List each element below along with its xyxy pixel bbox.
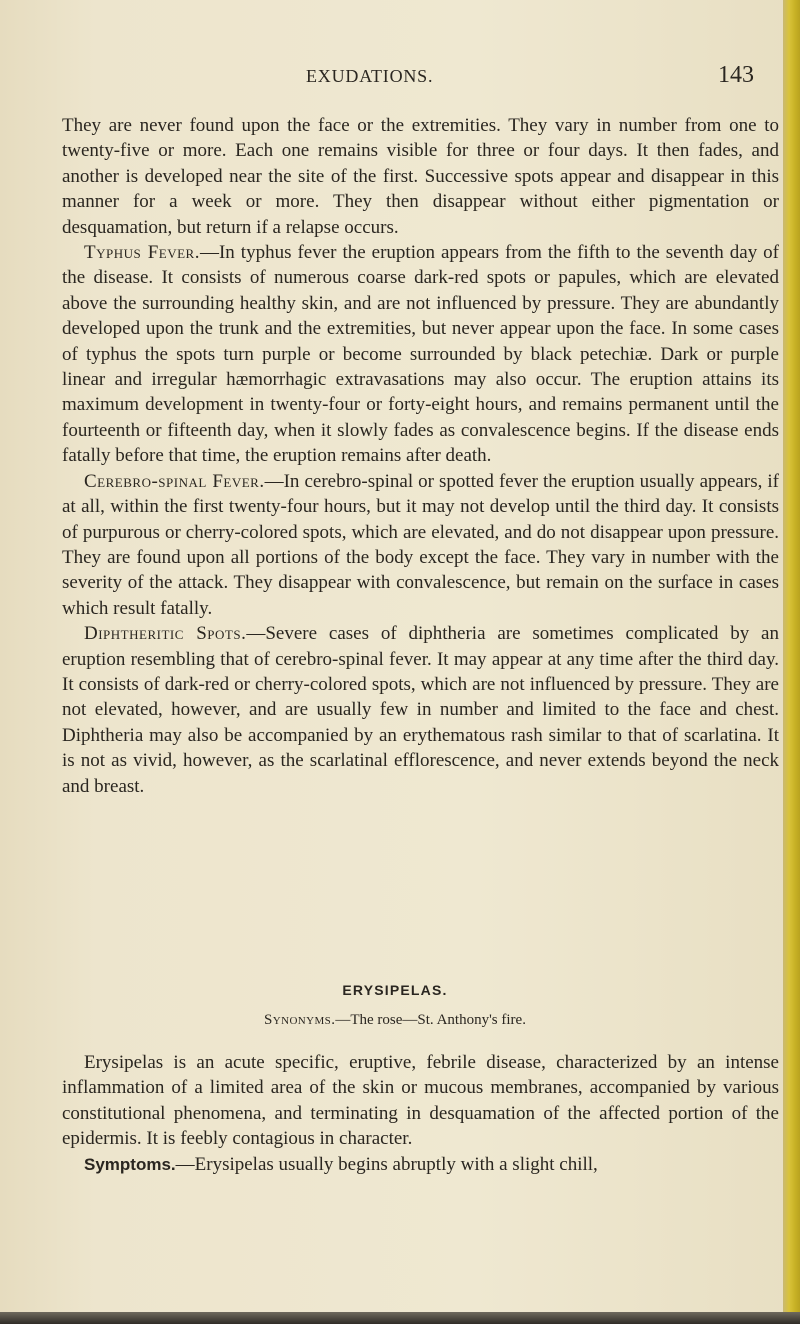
run-in-heading-cerebro-spinal-fever: Cerebro-spinal Fever. [84,470,265,492]
scan-bottom-edge [0,1312,800,1324]
paragraph-cerebro-spinal-fever [62,469,779,621]
paragraph-text: —Severe cases of diphtheria are sometimes complicated by an eruption resembling that of cerebro-spinal fever. It may appear at any time after the third day. It consists of dark-red or cherry-colored spots, which are not influenced by pressure. They are not elevated, however, and are usually few in number and limited to the face and chest. Diphtheria may also be accompanied by an erythematous rash similar to that of scarlatina. It is not as vivid, however, as the scarlatinal efflorescence, and never extends beyond the neck and breast. [62,623,779,797]
exudations-body [62,113,779,799]
paragraph-erysipelas-symptoms [62,1152,779,1177]
symptoms-text: —Erysipelas usually begins abruptly with a slight chill, [175,1153,598,1175]
erysipelas-body [62,1050,779,1177]
paragraph-text: —In typhus fever the eruption appears from the fifth to the seventh day of the disease. It consists of numerous coarse dark-red spots or papules, which are elevated above the surrounding healthy skin, and are not influenced by pressure. They are abundantly developed upon the trunk and the extremities, but never appear upon the face. In some cases of typhus the spots turn purple or become surrounded by black petechiæ. Dark or purple linear and irregular hæmorrhagic extravasations may also occur. The eruption attains its maximum development in twenty-four or forty-eight hours, and remains permanent until the fourteenth or fifteenth day, when it slowly fades as convalescence begins. If the disease ends fatally before that time, the eruption remains after death. [62,242,779,467]
paragraph-text: They are never found upon the face or the extremities. They vary in number from one to twenty-five or more. Each one remains visible for three or four days. It then fades, and another is developed near the site of the first. Successive spots appear and disappear in this manner for a week or more. They then disappear without either pigmentation or desquamation, but return if a relapse occurs. [62,115,779,238]
running-title: EXUDATIONS. [306,66,434,86]
run-in-heading-typhus-fever: Typhus Fever. [84,242,200,264]
paragraph-text: —In cerebro-spinal or spotted fever the eruption usually appears, if at all, within the first twenty-four hours, but it may not develop until the third day. It consists of purpurous or cherry-colored spots, which are elevated, and do not disappear upon pressure. They are found upon all portions of the body except the face. They vary in number with the severity of the attack. They disappear with convalescence, but remain on the surface in cases which result fatally. [62,470,779,619]
synonyms-label: Synonyms. [264,1012,336,1028]
paragraph-typhus-fever [62,240,779,469]
synonyms-line [0,1012,790,1029]
symptoms-label: Symptoms. [84,1154,176,1174]
section-heading-erysipelas: ERYSIPELAS. [342,982,448,998]
paragraph-erysipelas-definition: Erysipelas is an acute specific, eruptive, febrile disease, characterized by an intense inflammation of a limited area of the skin or mucous membranes, accompanied by various constitutional phenomena, and terminating in desquamation of the affected portion of the epidermis. It is feebly contagious in character. [62,1052,779,1150]
paragraph-rose-spots [62,113,779,240]
page-header [0,62,790,96]
paragraph-diphtheritic-spots [62,621,779,799]
page-number: 143 [718,62,754,88]
synonyms-text: —The rose—St. Anthony's fire. [335,1012,526,1028]
run-in-heading-diphtheritic-spots: Diphtheritic Spots. [84,623,247,645]
book-fore-edge [783,0,800,1324]
